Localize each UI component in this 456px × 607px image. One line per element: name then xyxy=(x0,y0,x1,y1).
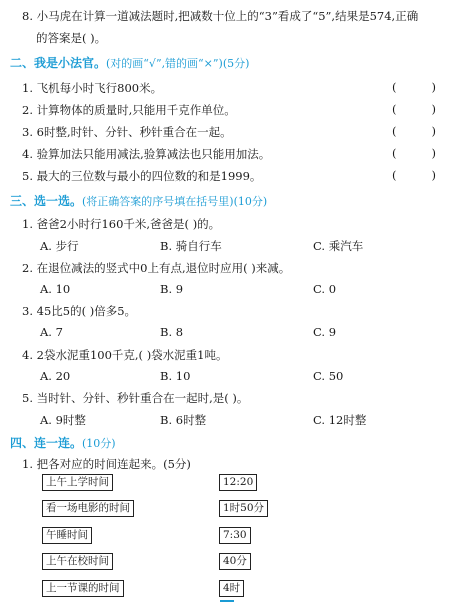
right-box-time[interactable]: 40分 xyxy=(219,553,251,570)
option-b[interactable]: B. 10 xyxy=(160,369,191,383)
judge-item-text: 2. 计算物体的质量时,只能用千克作单位。 xyxy=(22,103,236,117)
question-8-line1: 8. 小马虎在计算一道减法题时,把减数十位上的“3”看成了“5”,结果是574,正确 xyxy=(22,9,419,23)
answer-parens[interactable]: ( ) xyxy=(392,80,436,94)
option-b[interactable]: B. 8 xyxy=(160,325,184,339)
page-footer-mark xyxy=(220,600,234,607)
right-box-time[interactable]: 1时50分 xyxy=(219,500,268,517)
choice-question-text: 5. 当时针、分针、秒针重合在一起时,是( )。 xyxy=(22,391,249,405)
option-a[interactable]: A. 7 xyxy=(40,325,63,339)
option-c[interactable]: C. 0 xyxy=(313,282,337,296)
question-8-line2: 的答案是( )。 xyxy=(36,31,107,45)
choice-question-text: 1. 爸爸2小时行160千米,爸爸是( )的。 xyxy=(22,217,221,231)
left-box-activity[interactable]: 看一场电影的时间 xyxy=(42,500,134,517)
choice-question-text: 4. 2袋水泥重100千克,( )袋水泥重1吨。 xyxy=(22,348,228,362)
answer-parens[interactable]: ( ) xyxy=(392,102,436,116)
judge-item-text: 4. 验算加法只能用减法,验算减法也只能用加法。 xyxy=(22,147,271,161)
option-b[interactable]: B. 骑自行车 xyxy=(160,239,222,253)
section-4-note: (10分) xyxy=(82,437,116,450)
section-2-header xyxy=(10,54,249,71)
option-a[interactable]: A. 10 xyxy=(40,282,71,296)
option-c[interactable]: C. 9 xyxy=(313,325,337,339)
judge-item-text: 3. 6时整,时针、分针、秒针重合在一起。 xyxy=(22,125,232,139)
left-box-activity[interactable]: 午睡时间 xyxy=(42,527,92,544)
judge-item-text: 1. 飞机每小时飞行800米。 xyxy=(22,81,163,95)
option-a[interactable]: A. 9时整 xyxy=(40,413,86,427)
option-b[interactable]: B. 9 xyxy=(160,282,184,296)
right-box-time[interactable]: 4时 xyxy=(219,580,244,597)
option-a[interactable]: A. 20 xyxy=(40,369,71,383)
section-4-header xyxy=(10,434,116,451)
section-4-subquestion: 1. 把各对应的时间连起来。(5分) xyxy=(22,457,191,471)
right-box-time[interactable]: 7:30 xyxy=(219,527,251,544)
judge-item-text: 5. 最大的三位数与最小的四位数的和是1999。 xyxy=(22,169,262,183)
right-box-time[interactable]: 12:20 xyxy=(219,474,257,491)
left-box-activity[interactable]: 上午在校时间 xyxy=(42,553,113,570)
section-2-note: (对的画“√”,错的画“×”)(5分) xyxy=(106,57,250,70)
option-c[interactable]: C. 乘汽车 xyxy=(313,239,364,253)
section-4-title: 四、连一连。 xyxy=(10,436,83,450)
section-3-title: 三、选一选。 xyxy=(10,194,83,208)
section-3-header xyxy=(10,192,267,209)
answer-parens[interactable]: ( ) xyxy=(392,168,436,182)
left-box-activity[interactable]: 上午上学时间 xyxy=(42,474,113,491)
section-2-title: 二、我是小法官。 xyxy=(10,56,107,70)
left-box-activity[interactable]: 上一节课的时间 xyxy=(42,580,124,597)
choice-question-text: 3. 45比5的( )倍多5。 xyxy=(22,304,137,318)
section-3-note: (将正确答案的序号填在括号里)(10分) xyxy=(82,195,268,208)
answer-parens[interactable]: ( ) xyxy=(392,124,436,138)
option-a[interactable]: A. 步行 xyxy=(40,239,79,253)
choice-question-text: 2. 在退位减法的竖式中0上有点,退位时应用( )来减。 xyxy=(22,261,291,275)
option-b[interactable]: B. 6时整 xyxy=(160,413,207,427)
option-c[interactable]: C. 12时整 xyxy=(313,413,367,427)
answer-parens[interactable]: ( ) xyxy=(392,146,436,160)
option-c[interactable]: C. 50 xyxy=(313,369,344,383)
